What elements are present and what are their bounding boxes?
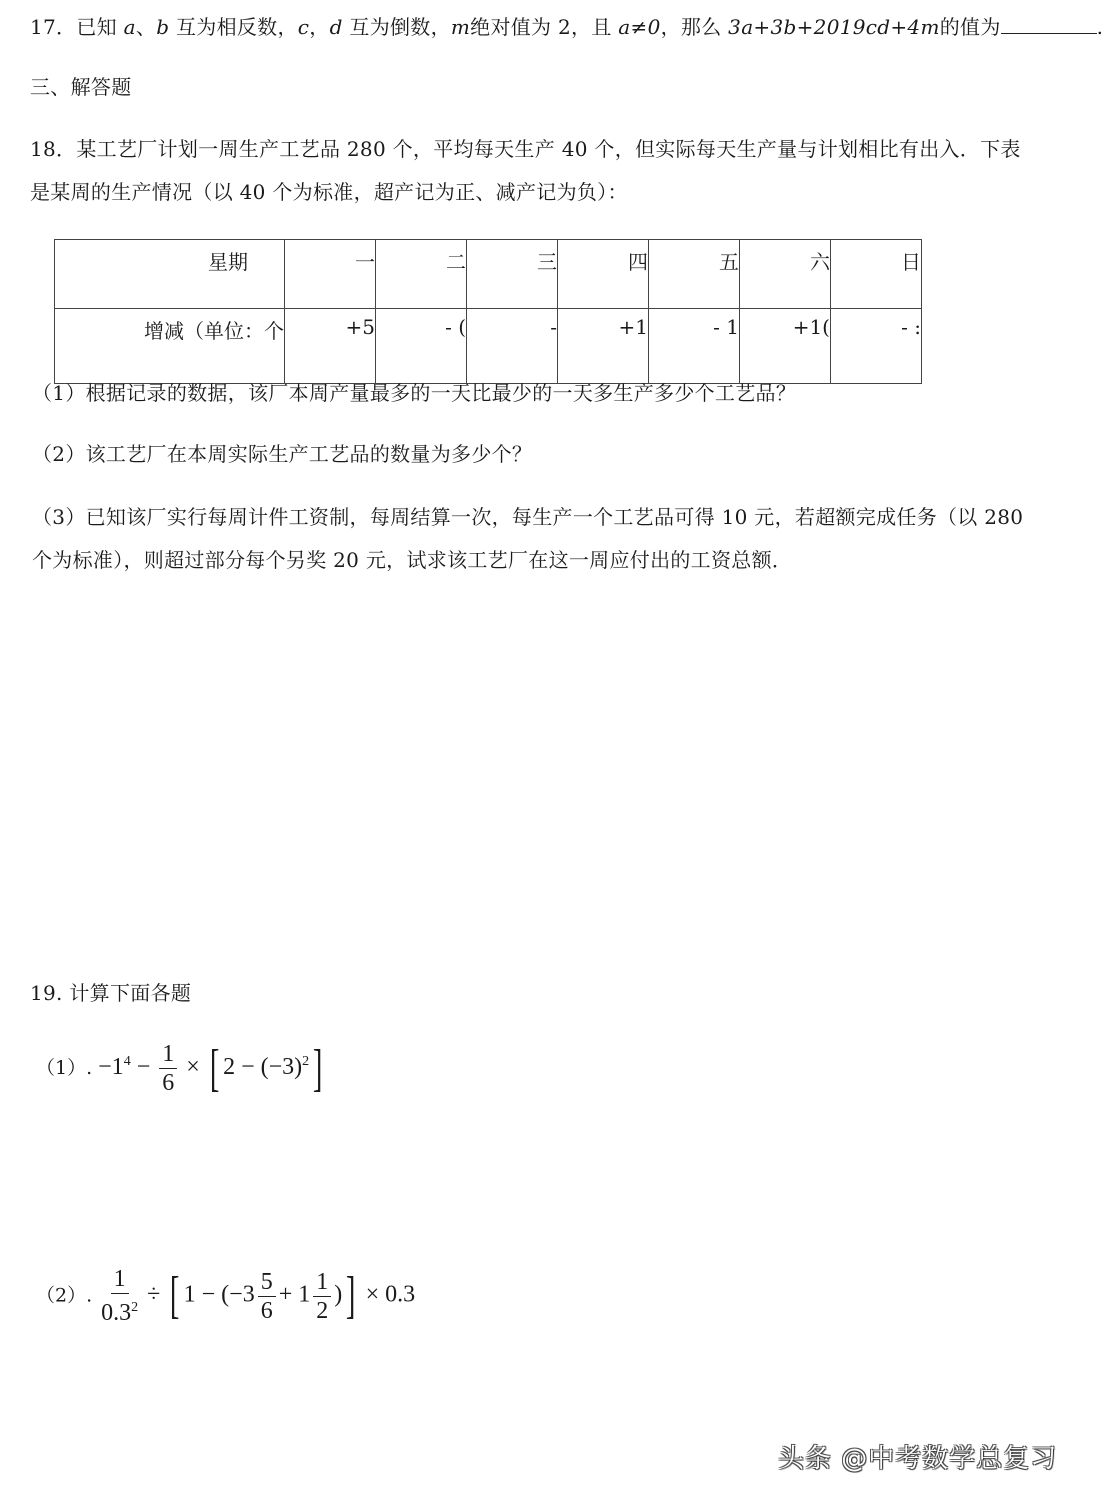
table-row-days	[55, 240, 922, 309]
watermark: 头条 @中考数学总复习	[778, 1444, 1058, 1474]
day-cell: 三	[467, 240, 558, 309]
table-row-change	[55, 309, 922, 384]
denominator	[101, 1294, 138, 1327]
value-cell: - :	[831, 309, 922, 384]
numerator: 1	[313, 1268, 331, 1297]
expression: 3a+3b+2019cd+4m	[728, 15, 940, 39]
term: × 0.3	[365, 1281, 416, 1308]
header-change: 增减（单位：个	[55, 309, 285, 384]
q18-sub-1: （1）根据记录的数据，该厂本周产量最多的一天比最少的一天多生产多少个工艺品？	[32, 381, 797, 405]
fraction	[258, 1268, 276, 1325]
exponent: 2	[131, 1300, 139, 1315]
q17-text: ，那么	[660, 15, 729, 39]
value-cell: +5	[285, 309, 376, 384]
q18-sub-3-line-1: （3）已知该厂实行每周计件工资制，每周结算一次，每生产一个工艺品可得 10 元，若超额完成任务（以 280	[32, 505, 1024, 529]
q17-number: 17．	[30, 15, 77, 39]
day-cell: 一	[285, 240, 376, 309]
value-cell: +1	[558, 309, 649, 384]
right-bracket: ]	[313, 1039, 323, 1097]
var-d: d	[329, 15, 343, 39]
q17-text: 已知	[76, 15, 117, 39]
operator: ×	[186, 1054, 200, 1081]
q19-part-2	[36, 1265, 415, 1327]
q19-part-1	[36, 1040, 327, 1097]
var-m: m	[450, 15, 471, 39]
right-bracket: ]	[346, 1267, 356, 1324]
var-c: c	[297, 15, 310, 39]
day-cell: 二	[376, 240, 467, 309]
q19-title: 19. 计算下面各题	[30, 981, 192, 1005]
value-cell: - (	[376, 309, 467, 384]
term: 2 − (−3)	[223, 1054, 303, 1081]
operator: −	[136, 1054, 151, 1081]
day-cell: 六	[740, 240, 831, 309]
paren: )	[334, 1281, 343, 1308]
q17-text: 互为倒数，	[349, 15, 451, 39]
section-title: 三、解答题	[30, 75, 132, 99]
question-17	[30, 14, 1103, 40]
var-a: a	[123, 15, 136, 39]
fraction	[101, 1265, 138, 1327]
fraction	[159, 1040, 177, 1097]
left-bracket: [	[170, 1267, 180, 1324]
part-label: （1）.	[36, 1057, 93, 1080]
condition: a≠0	[618, 15, 661, 39]
sep: 、	[135, 15, 157, 39]
exponent: 4	[123, 1054, 131, 1070]
production-table	[54, 239, 922, 384]
term: 1 − (−3	[183, 1281, 255, 1308]
day-cell: 四	[558, 240, 649, 309]
denominator: 6	[162, 1070, 175, 1096]
denominator: 2	[316, 1297, 329, 1324]
numerator: 5	[258, 1268, 276, 1297]
q17-text: 的值为	[939, 15, 1001, 39]
day-cell: 日	[831, 240, 922, 309]
part-label: （2）.	[36, 1284, 93, 1307]
q18-sub-2: （2）该工艺厂在本周实际生产工艺品的数量为多少个？	[32, 442, 533, 466]
value-cell: -	[467, 309, 558, 384]
q17-text: 绝对值为 2，且	[470, 15, 619, 39]
left-bracket: [	[209, 1039, 220, 1097]
term: + 1	[278, 1281, 311, 1308]
denominator: 6	[260, 1297, 273, 1324]
numerator: 1	[111, 1265, 129, 1294]
q18-sub-3-line-2: 个为标准），则超过部分每个另奖 20 元，试求该工艺厂在这一周应付出的工资总额．	[32, 548, 793, 572]
term: −1	[98, 1054, 124, 1081]
sep: ，	[309, 15, 330, 39]
header-weekday: 星期	[55, 240, 285, 309]
q17-text: 互为相反数，	[175, 15, 298, 39]
exponent: 2	[302, 1054, 310, 1070]
answer-blank	[1001, 15, 1097, 34]
value-cell: +1(	[740, 309, 831, 384]
value-cell: - 1	[649, 309, 740, 384]
operator: ÷	[147, 1281, 161, 1308]
den-base: 0.3	[101, 1300, 132, 1326]
numerator: 1	[159, 1040, 177, 1069]
q18-line-1: 18．某工艺厂计划一周生产工艺品 280 个，平均每天生产 40 个，但实际每天生产量与计划相比有出入．下表	[30, 137, 1021, 161]
day-cell: 五	[649, 240, 740, 309]
var-b: b	[156, 15, 170, 39]
period: .	[1096, 15, 1103, 39]
fraction	[313, 1268, 331, 1325]
q18-line-2: 是某周的生产情况（以 40 个为标准，超产记为正、减产记为负）：	[30, 180, 628, 204]
